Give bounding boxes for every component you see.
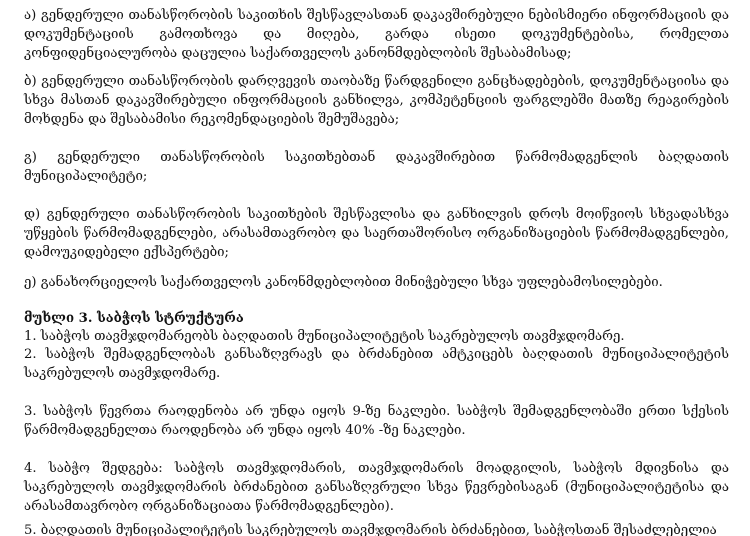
paragraph-d: დ) გენდერული თანასწორობის საკითხების შესწავლისა და განხილვის დროს მოიწვიოს სხვადასხვა უწყების წარმომადგენლები, არასამთავრობო და საერთაშორისო ორგანიზაციების წარმომადგენლები, დამოუკიდებელი ექსპერტები; <box>24 207 729 260</box>
article-item-3: 3. საბჭოს წევრთა რაოდენობა არ უნდა იყოს 9-ზე ნაკლები. საბჭოს შემადგენლობაში ერთი სქესის წარმომადგენელთა რაოდენობა არ უნდა იყოს 40% -ზე ნაკლები. <box>24 404 729 438</box>
paragraph-b: ბ) გენდერული თანასწორობის დარღვევის თაობაზე წარდგენილი განცხადებების, დოკუმენტაციისა და სხვა მასთან დაკავშირებული ინფორმაციის განხილვა, კომპეტენციის ფარგლებში მათზე რეაგირების მოხდენა და შესაბამისი რეკომენდაციების შემუშავება; <box>24 74 729 127</box>
article-item-4: 4. საბჭო შედგება: საბჭოს თავმჯდომარის, თავმჯდომარის მოადგილის, საბჭოს მდივნისა და საკრებულოს თავმჯდომარის ბრძანებით განსაზღვრული სხვა წევრებისაგან (მუნიციპალიტეტისა და არასამთავრობო ორგანიზაციათა წარმომადგენლები). <box>24 461 729 514</box>
paragraph-a: ა) გენდერული თანასწორობის საკითხის შესწავლასთან დაკავშირებული ნებისმიერი ინფორმაციის და დოკუმენტაციის გამოთხოვა და მიღება, გარდა ისეთი დოკუმენტებისა, რომელთა კონფიდენციალურობა დაცულია საქართველოს კანონმდებლობის შესაბამისად; <box>24 8 729 61</box>
article-item-5: 5. ბაღდათის მუნიციპალიტეტის საკრებულოს თავმჯდომარის ბრძანებით, საბჭოსთან შესაძლებელია <box>24 523 717 536</box>
article-item-2: 2. საბჭოს შემადგენლობას განსაზღვრავს და ბრძანებით ამტკიცებს ბაღდათის მუნიციპალიტეტის საკრებულოს თავმჯდომარე. <box>24 347 729 381</box>
article-heading: მუხლი 3. საბჭოს სტრუქტურა <box>24 311 244 326</box>
paragraph-g: გ) გენდერული თანასწორობის საკითხებთან დაკავშირებით წარმომადგენლის ბაღდათის მუნიციპალიტეტი; <box>24 150 729 184</box>
paragraph-e: ე) განახორციელოს საქართველოს კანონმდებლობით მინიჭებული სხვა უფლებამოსილებები. <box>24 275 663 290</box>
article-item-1: 1. საბჭოს თავმჯდომარეობს ბაღდათის მუნიციპალიტეტის საკრებულოს თავმჯდომარე. <box>24 329 625 344</box>
